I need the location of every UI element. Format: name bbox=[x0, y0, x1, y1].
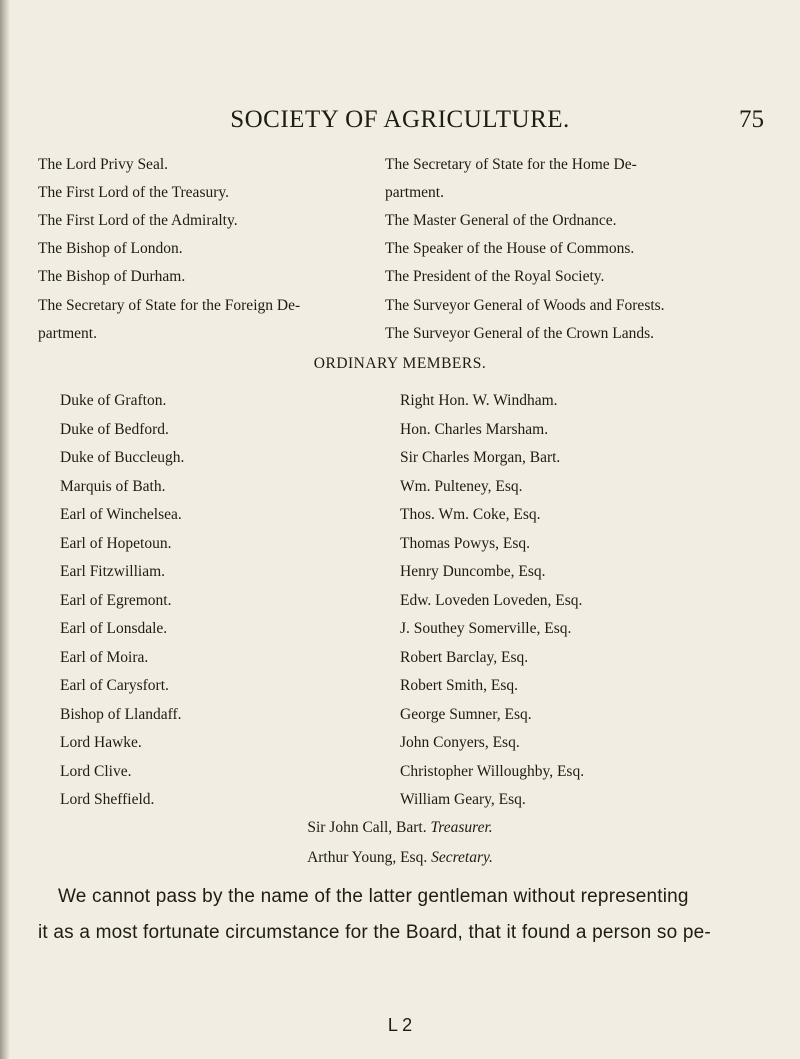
running-head bbox=[0, 106, 800, 136]
list-item: Lord Clive. bbox=[60, 762, 132, 780]
list-item: Right Hon. W. Windham. bbox=[400, 392, 558, 409]
list-item: Earl of Lonsdale. bbox=[60, 620, 168, 637]
list-item: The Master General of the Ordnance. bbox=[385, 212, 617, 229]
list-item: Earl of Carysfort. bbox=[60, 677, 169, 694]
page-binding-shadow bbox=[0, 0, 10, 1059]
list-item: The Surveyor General of Woods and Forests. bbox=[385, 297, 665, 314]
list-item: Wm. Pulteney, Esq. bbox=[400, 477, 523, 495]
list-item: Hon. Charles Marsham. bbox=[400, 420, 549, 438]
list-item: Earl of Winchelsea. bbox=[60, 506, 182, 523]
list-item: Thomas Powys, Esq. bbox=[400, 534, 531, 552]
list-item: Duke of Grafton. bbox=[60, 392, 167, 409]
list-item: Earl of Hopetoun. bbox=[60, 534, 172, 552]
list-item: The Surveyor General of the Crown Lands. bbox=[385, 325, 655, 342]
paragraph-line: We cannot pass by the name of the latter gentleman without representing bbox=[58, 886, 689, 907]
list-item: Duke of Bedford. bbox=[60, 420, 169, 438]
list-item: Robert Barclay, Esq. bbox=[400, 648, 529, 666]
list-item: The First Lord of the Treasury. bbox=[38, 184, 230, 201]
paragraph-line: it as a most fortunate circumstance for the Board, that it found a person so pe- bbox=[38, 922, 711, 943]
list-item: Earl of Moira. bbox=[60, 648, 149, 666]
list-item: Henry Duncombe, Esq. bbox=[400, 563, 546, 580]
list-item: Bishop of Llandaff. bbox=[60, 705, 182, 723]
page-number: 75 bbox=[739, 106, 764, 133]
list-item: The First Lord of the Admiralty. bbox=[38, 212, 238, 229]
list-item: The Speaker of the House of Commons. bbox=[385, 240, 635, 257]
secretary-line bbox=[0, 849, 800, 867]
list-item: George Sumner, Esq. bbox=[400, 705, 532, 723]
list-item: Edw. Loveden Loveden, Esq. bbox=[400, 591, 583, 609]
list-item: The Secretary of State for the Home De- bbox=[385, 156, 637, 173]
list-item: Lord Sheffield. bbox=[60, 791, 155, 808]
list-item: Thos. Wm. Coke, Esq. bbox=[400, 506, 541, 523]
list-item: partment. bbox=[38, 325, 97, 342]
list-item: William Geary, Esq. bbox=[400, 791, 526, 808]
list-item: John Conyers, Esq. bbox=[400, 734, 520, 751]
list-item: J. Southey Somerville, Esq. bbox=[400, 620, 572, 637]
list-item: Earl of Egremont. bbox=[60, 591, 172, 609]
list-item: The President of the Royal Society. bbox=[385, 268, 605, 285]
list-item: Duke of Buccleugh. bbox=[60, 449, 185, 466]
list-item: The Lord Privy Seal. bbox=[38, 156, 169, 173]
signature-mark: L 2 bbox=[387, 1015, 413, 1035]
list-item: Sir Charles Morgan, Bart. bbox=[400, 449, 561, 466]
list-item: The Secretary of State for the Foreign De- bbox=[38, 297, 301, 314]
list-item: The Bishop of Durham. bbox=[38, 268, 186, 285]
list-item: Lord Hawke. bbox=[60, 734, 142, 751]
page-title: SOCIETY OF AGRICULTURE. bbox=[230, 106, 570, 133]
treasurer-name: Sir John Call, Bart. bbox=[307, 819, 427, 836]
treasurer-line bbox=[0, 819, 800, 837]
section-heading: ORDINARY MEMBERS. bbox=[313, 355, 487, 372]
list-item: Marquis of Bath. bbox=[60, 477, 166, 495]
secretary-role: Secretary. bbox=[431, 849, 493, 866]
list-item: The Bishop of London. bbox=[38, 240, 183, 257]
secretary-name: Arthur Young, Esq. bbox=[307, 849, 428, 866]
list-item: partment. bbox=[385, 184, 444, 201]
list-item: Robert Smith, Esq. bbox=[400, 677, 518, 694]
list-item: Earl Fitzwilliam. bbox=[60, 563, 166, 580]
treasurer-role: Treasurer. bbox=[430, 819, 493, 836]
list-item: Christopher Willoughby, Esq. bbox=[400, 762, 585, 780]
